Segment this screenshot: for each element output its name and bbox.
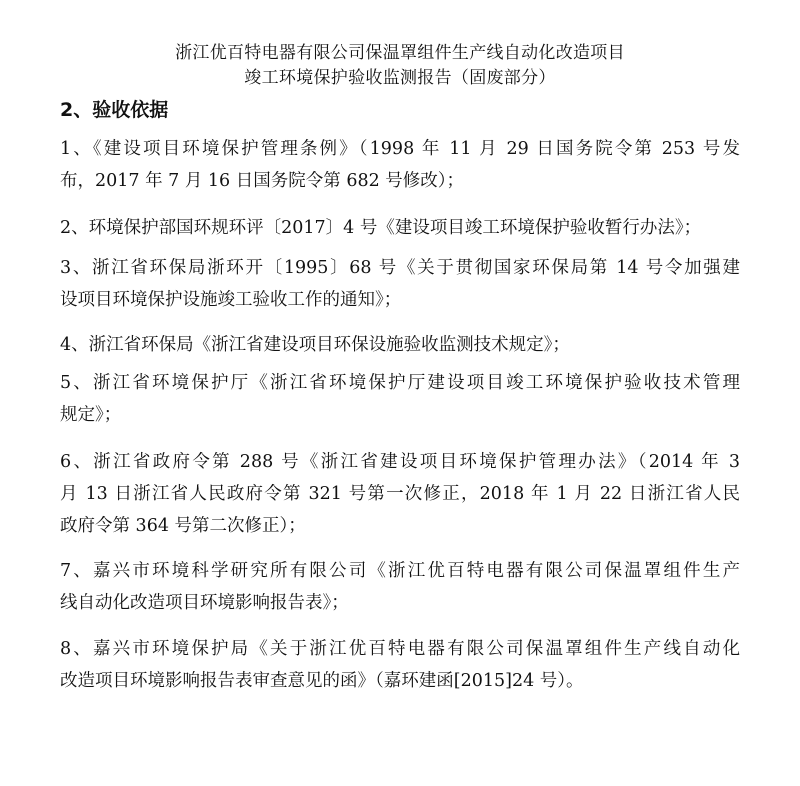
item-line: 布，2017 年 7 月 16 日国务院令第 682 号修改）； (60, 171, 465, 191)
item-line: 6、浙江省政府令第 288 号《浙江省建设项目环境保护管理办法》（2014 年 3 (60, 452, 740, 472)
basis-item-1 (60, 133, 740, 197)
item-line: 4、浙江省环保局《浙江省建设项目环保设施验收监测技术规定》； (60, 335, 570, 355)
item-line: 3、浙江省环保局浙环开〔1995〕68 号《关于贯彻国家环保局第 14 号令加强建 (60, 258, 740, 278)
item-line: 月 13 日浙江省人民政府令第 321 号第一次修正，2018 年 1 月 22 日浙江省人民 (60, 484, 740, 504)
item-line: 7、嘉兴市环境科学研究所有限公司《浙江优百特电器有限公司保温罩组件生产 (60, 561, 740, 581)
basis-item-3 (60, 252, 740, 316)
basis-item-7 (60, 555, 740, 619)
report-title-line-1: 浙江优百特电器有限公司保温罩组件生产线自动化改造项目 (175, 43, 625, 63)
item-line: 规定》； (60, 405, 122, 425)
item-line: 8、嘉兴市环境保护局《关于浙江优百特电器有限公司保温罩组件生产线自动化 (60, 639, 740, 659)
item-line: 5、浙江省环境保护厅《浙江省环境保护厅建设项目竣工环境保护验收技术管理 (60, 373, 740, 393)
item-line: 线自动化改造项目环境影响报告表》； (60, 593, 349, 613)
item-line: 设项目环境保护设施竣工验收工作的通知》； (60, 290, 402, 310)
basis-item-2 (60, 212, 740, 244)
basis-item-4 (60, 329, 740, 361)
item-line: 2、环境保护部国环规环评〔2017〕4 号《建设项目竣工环境保护验收暂行办法》； (60, 218, 702, 238)
basis-item-5 (60, 367, 740, 431)
basis-item-6 (60, 446, 740, 542)
section-heading: 2、验收依据 (60, 99, 169, 121)
item-line: 改造项目环境影响报告表审查意见的函》（嘉环建函[2015]24 号）。 (60, 671, 584, 691)
basis-item-8 (60, 633, 740, 697)
item-line: 1、《建设项目环境保护管理条例》（1998 年 11 月 29 日国务院令第 253 号发 (60, 139, 740, 159)
report-title-line-2: 竣工环境保护验收监测报告（固废部分） (244, 68, 556, 88)
item-line: 政府令第 364 号第二次修正）； (60, 516, 306, 536)
